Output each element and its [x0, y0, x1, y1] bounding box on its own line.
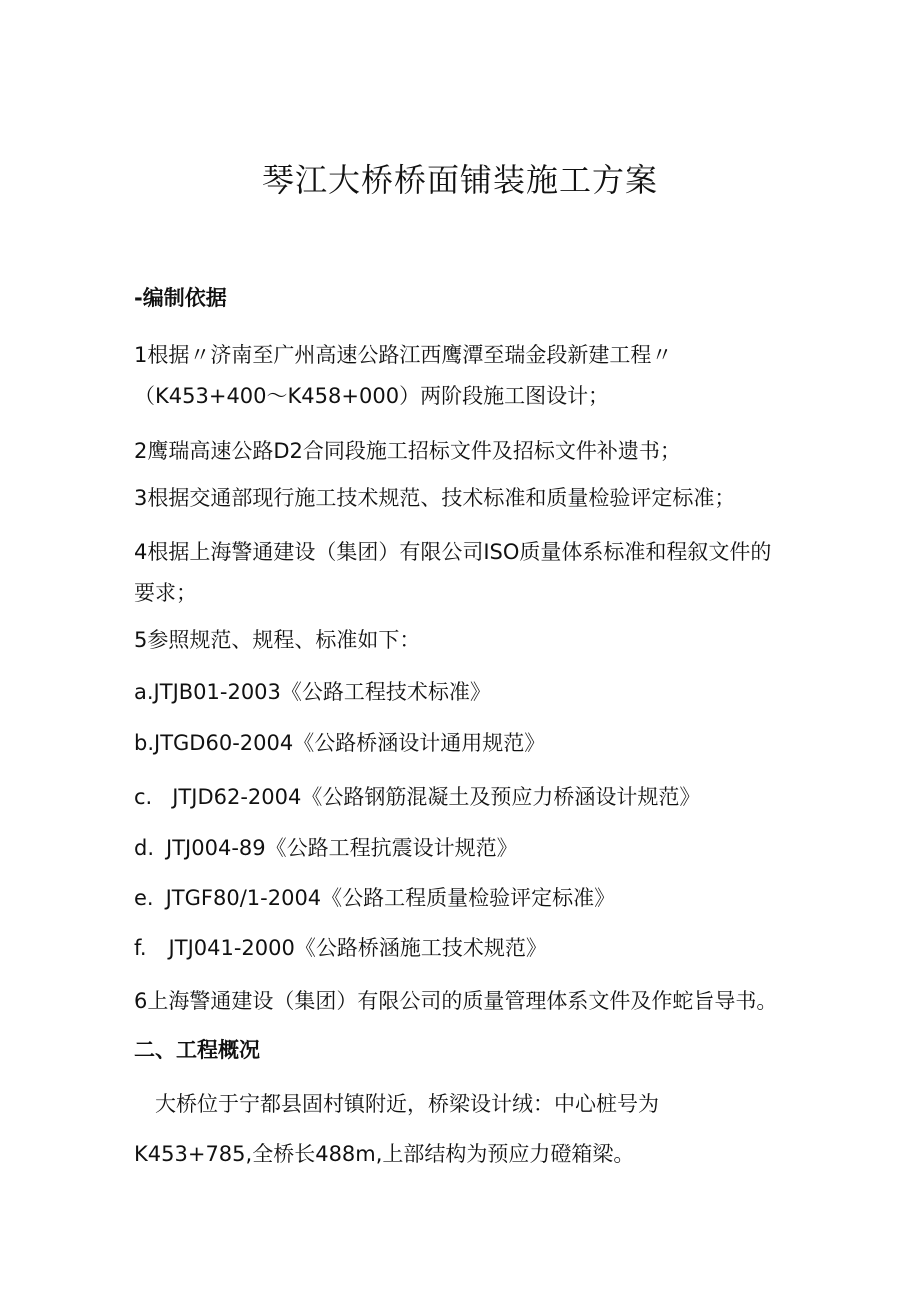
- basis-item-6: 6上海警通建设（集团）有限公司的质量管理体系文件及作蛇旨导书。: [134, 989, 778, 1013]
- overview-line-2: K453+785,全桥长488m,上部结构为预应力磴箱梁。: [134, 1142, 635, 1166]
- basis-item-5: 5参照规范、规程、标准如下：: [134, 628, 421, 652]
- standard-d-label: d.: [134, 836, 155, 860]
- basis-item-1-line-2: （K453+400～K458+000）两阶段施工图设计；: [134, 384, 610, 408]
- standard-f-text: JTJ041-2000《公路桥涵施工技术规范》: [168, 936, 547, 960]
- standard-b: b.JTGD60-2004《公路桥涵设计通用规范》: [134, 731, 546, 755]
- standard-e-text: JTGF80/1-2004《公路工程质量检验评定标准》: [165, 886, 616, 910]
- standard-d: [134, 833, 518, 863]
- section-heading-overview: 二、工程概况: [134, 1038, 260, 1062]
- standard-e-label: e.: [134, 886, 154, 910]
- standard-a: a.JTJB01-2003《公路工程技术标准》: [134, 680, 491, 704]
- section-heading-basis: -编制依据: [134, 286, 227, 310]
- standard-d-text: JTJ004-89《公路工程抗震设计规范》: [166, 836, 518, 860]
- standard-c-label: c.: [134, 785, 153, 809]
- overview-line-1: 大桥位于宁都县固村镇附近，桥梁设计绒：中心桩号为: [155, 1092, 659, 1116]
- standard-f: [134, 933, 547, 963]
- basis-item-3: 3根据交通部现行施工技术规范、技术标准和质量检验评定标准；: [134, 486, 736, 510]
- standard-f-label: f.: [134, 936, 147, 960]
- document-title: 琴江大桥桥面铺装施工方案: [261, 161, 658, 199]
- standard-c-text: JTJD62-2004《公路钢筋混凝土及预应力桥涵设计规范》: [172, 785, 701, 809]
- standard-e: [134, 883, 615, 913]
- basis-item-4-line-2: 要求；: [134, 581, 197, 605]
- basis-item-2: 2鹰瑞高速公路D2合同段施工招标文件及招标文件补遗书；: [134, 439, 681, 463]
- basis-item-1-line-1: 1根据〃济南至广州高速公路江西鹰潭至瑞金段新建工程〃: [134, 343, 673, 367]
- basis-item-4-line-1: 4根据上海警通建设（集团）有限公司ISO质量体系标准和程叙文件的: [134, 540, 772, 564]
- standard-c: [134, 782, 700, 812]
